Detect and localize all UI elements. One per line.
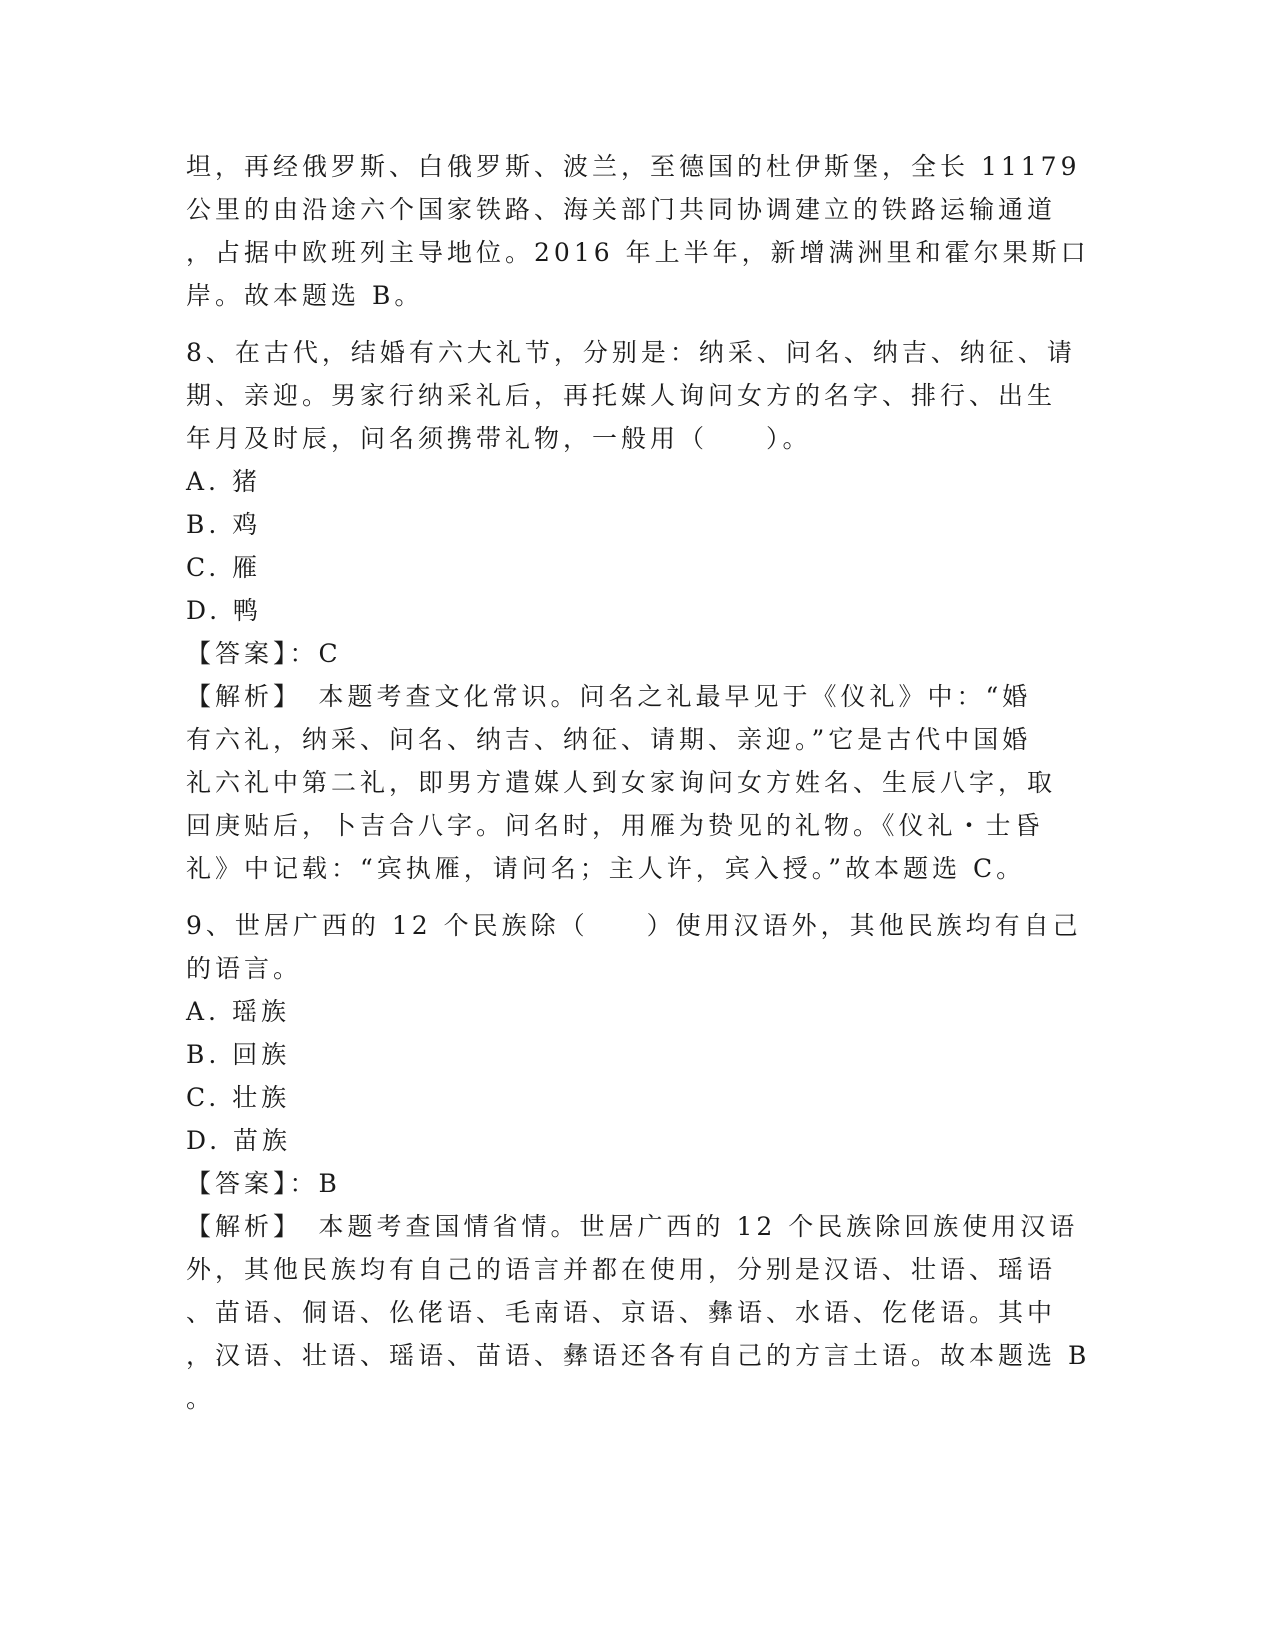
text-line: 。 bbox=[186, 1384, 216, 1413]
text-line: 8、在古代，结婚有六大礼节，分别是：纳采、问名、纳吉、纳征、请 bbox=[186, 338, 1076, 367]
analysis-paragraph bbox=[186, 675, 1091, 890]
analysis-paragraph bbox=[186, 1205, 1091, 1420]
option-c: C. 壮族 bbox=[186, 1083, 291, 1112]
text-line: 公里的由沿途六个国家铁路、海关部门共同协调建立的铁路运输通道 bbox=[186, 195, 1057, 224]
intro-paragraph bbox=[186, 145, 1091, 317]
text-line: 礼六礼中第二礼，即男方遣媒人到女家询问女方姓名、生辰八字，取 bbox=[186, 768, 1057, 797]
option-d: D. 鸭 bbox=[186, 596, 263, 625]
option-a: A. 猪 bbox=[186, 467, 261, 496]
question-stem bbox=[186, 904, 1091, 990]
paragraph-gap bbox=[186, 890, 1091, 904]
text-line: 坦，再经俄罗斯、白俄罗斯、波兰，至德国的杜伊斯堡，全长 11179 bbox=[186, 152, 1081, 181]
option-b: B. 回族 bbox=[186, 1040, 291, 1069]
text-line: 、苗语、侗语、仫佬语、毛南语、京语、彝语、水语、仡佬语。其中 bbox=[186, 1298, 1057, 1327]
option-c: C. 雁 bbox=[186, 553, 262, 582]
text-line: 回庚贴后，卜吉合八字。问名时，用雁为贽见的礼物。《仪礼・士昏 bbox=[186, 811, 1044, 840]
text-line: ，汉语、壮语、瑶语、苗语、彝语还各有自己的方言土语。故本题选 B bbox=[186, 1341, 1091, 1370]
option-b: B. 鸡 bbox=[186, 510, 262, 539]
question-stem bbox=[186, 331, 1091, 460]
question-9 bbox=[186, 904, 1091, 1420]
text-line: 9、世居广西的 12 个民族除（ ）使用汉语外，其他民族均有自己 bbox=[186, 911, 1082, 940]
text-line: 岸。故本题选 B。 bbox=[186, 281, 424, 310]
answer-line: 【答案】：B bbox=[186, 1169, 341, 1198]
text-line: 的语言。 bbox=[186, 954, 303, 983]
document-body bbox=[186, 145, 1091, 1420]
text-line: 有六礼，纳采、问名、纳吉、纳征、请期、亲迎。”它是古代中国婚 bbox=[186, 725, 1032, 754]
question-8 bbox=[186, 331, 1091, 890]
text-line: 外，其他民族均有自己的语言并都在使用，分别是汉语、壮语、瑶语 bbox=[186, 1255, 1057, 1284]
text-line: 年月及时辰，问名须携带礼物，一般用（ ）。 bbox=[186, 424, 812, 453]
paragraph-gap bbox=[186, 317, 1091, 331]
option-d: D. 苗族 bbox=[186, 1126, 292, 1155]
text-line: ，占据中欧班列主导地位。2016 年上半年，新增满洲里和霍尔果斯口 bbox=[186, 238, 1090, 267]
answer-line: 【答案】：C bbox=[186, 639, 342, 668]
text-line: 期、亲迎。男家行纳采礼后，再托媒人询问女方的名字、排行、出生 bbox=[186, 381, 1057, 410]
text-line: 【解析】 本题考查文化常识。问名之礼最早见于《仪礼》中：“婚 bbox=[186, 682, 1032, 711]
option-a: A. 瑶族 bbox=[186, 997, 290, 1026]
text-line: 礼》中记载：“宾执雁，请问名；主人许，宾入授。”故本题选 C。 bbox=[186, 854, 1026, 883]
text-line: 【解析】 本题考查国情省情。世居广西的 12 个民族除回族使用汉语 bbox=[186, 1212, 1079, 1241]
